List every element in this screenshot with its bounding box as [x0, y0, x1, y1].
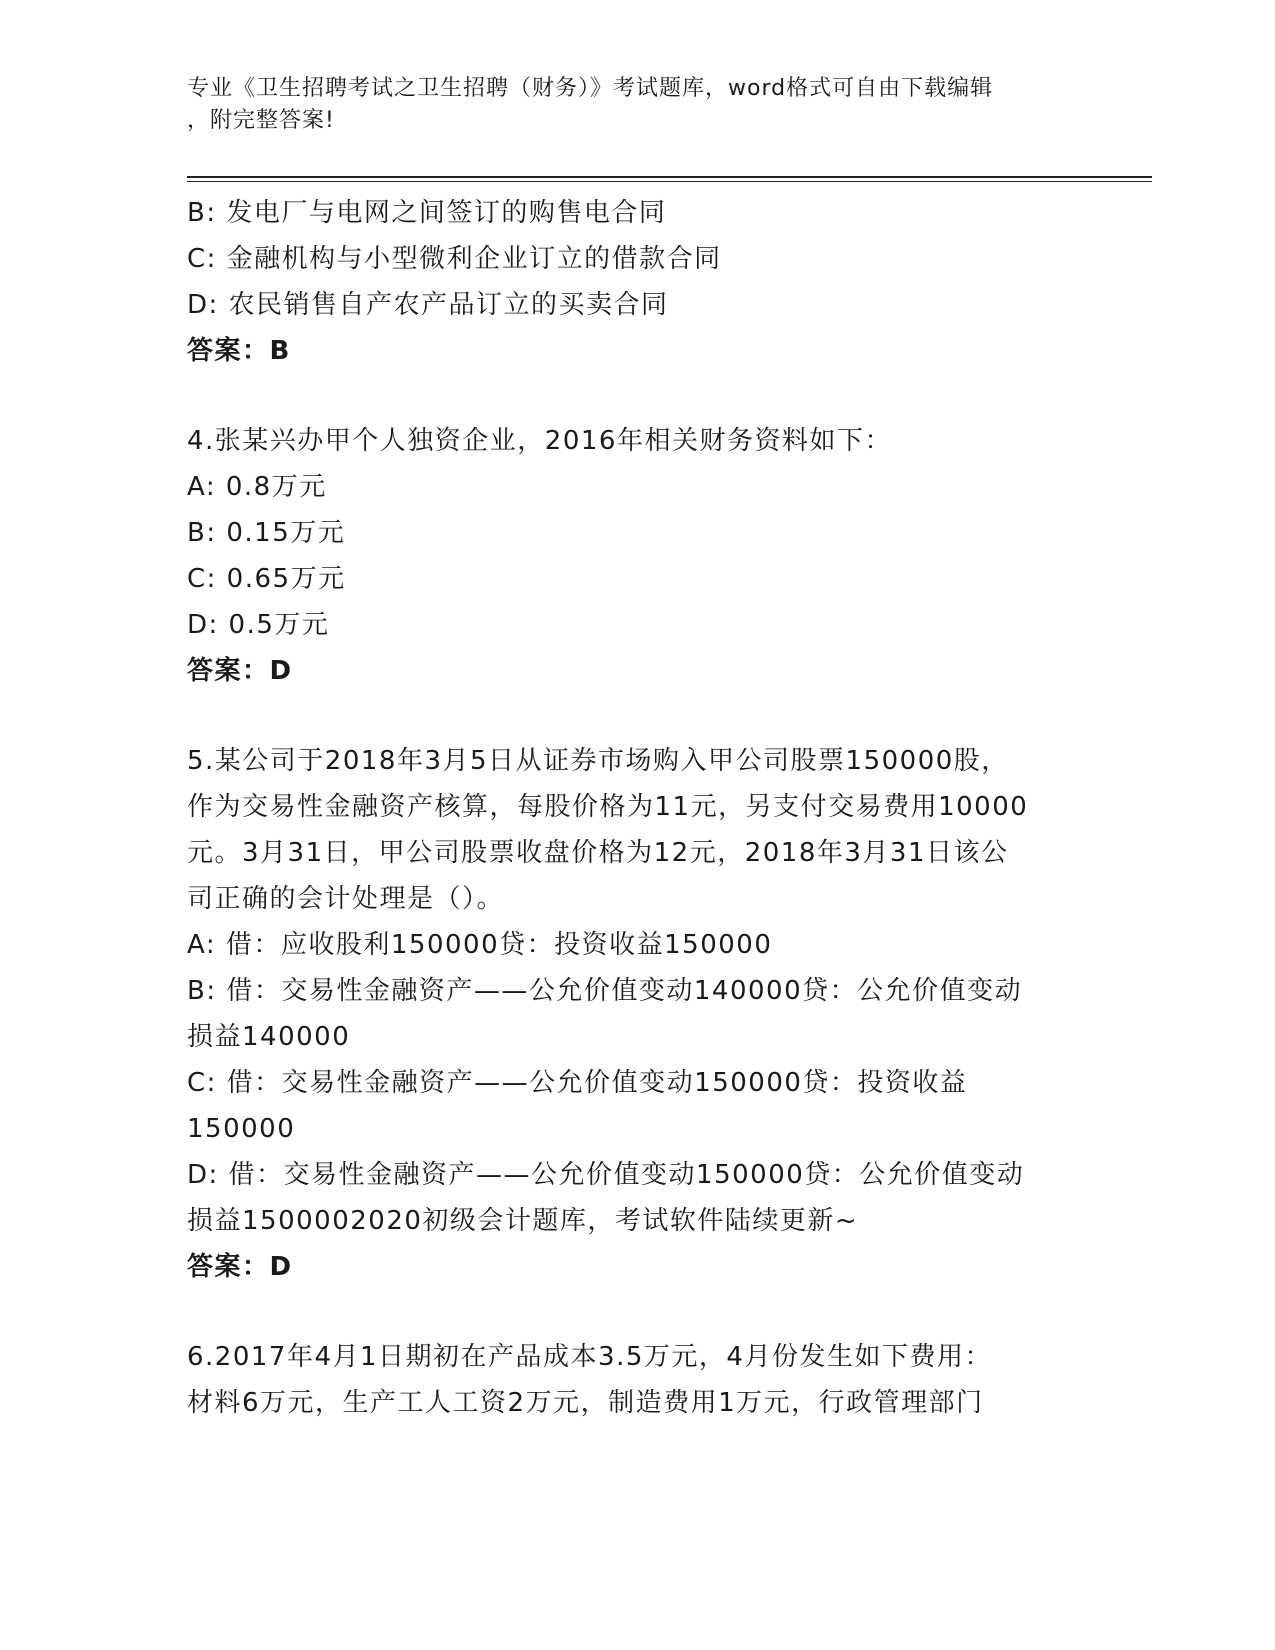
- header-line-1: 专业《卫生招聘考试之卫生招聘（财务）》考试题库，word格式可自由下载编辑: [187, 76, 994, 101]
- q5-stem-line-2: 作为交易性金融资产核算，每股价格为11元，另支付交易费用10000: [187, 792, 1029, 822]
- q4-option-c: C: 0.65万元: [187, 564, 346, 594]
- document-body: [187, 190, 1087, 1426]
- q5-stem-line-4: 司正确的会计处理是（）。: [187, 884, 505, 914]
- q3-option-d: D: 农民销售自产农产品订立的买卖合同: [187, 290, 669, 320]
- spacer: [187, 374, 1087, 418]
- q4-answer: 答案：D: [187, 656, 293, 686]
- q5-option-a: A: 借：应收股利150000贷：投资收益150000: [187, 930, 773, 960]
- header-rule-thick: [187, 176, 1152, 178]
- question-6-block: [187, 1334, 1087, 1426]
- q5-option-b-line-2: 损益140000: [187, 1022, 351, 1052]
- spacer: [187, 694, 1087, 738]
- spacer: [187, 1290, 1087, 1334]
- question-5-block: [187, 738, 1087, 1290]
- q5-option-b-line-1: B: 借：交易性金融资产——公允价值变动140000贷：公允价值变动: [187, 976, 1023, 1006]
- q5-option-d-line-1: D: 借：交易性金融资产——公允价值变动150000贷：公允价值变动: [187, 1160, 1025, 1190]
- q3-option-b: B: 发电厂与电网之间签订的购售电合同: [187, 198, 667, 228]
- q3-answer: 答案：B: [187, 336, 291, 366]
- q4-stem: 4.张某兴办甲个人独资企业，2016年相关财务资料如下：: [187, 426, 892, 456]
- q4-option-b: B: 0.15万元: [187, 518, 346, 548]
- q6-stem-line-2: 材料6万元，生产工人工资2万元，制造费用1万元，行政管理部门: [187, 1388, 984, 1418]
- q5-option-d-line-2: 损益1500002020初级会计题库，考试软件陆续更新~: [187, 1206, 859, 1236]
- q6-stem-line-1: 6.2017年4月1日期初在产品成本3.5万元，4月份发生如下费用：: [187, 1342, 992, 1372]
- document-header: [187, 73, 1067, 137]
- q4-option-d: D: 0.5万元: [187, 610, 330, 640]
- q5-answer: 答案：D: [187, 1252, 293, 1282]
- q3-option-c: C: 金融机构与小型微利企业订立的借款合同: [187, 244, 722, 274]
- header-line-2: ，附完整答案!: [187, 108, 335, 133]
- q5-option-c-line-1: C: 借：交易性金融资产——公允价值变动150000贷：投资收益: [187, 1068, 968, 1098]
- question-3-block: [187, 190, 1087, 374]
- header-rule-thin: [187, 181, 1152, 182]
- q5-option-c-line-2: 150000: [187, 1114, 296, 1144]
- question-4-block: [187, 418, 1087, 694]
- q4-option-a: A: 0.8万元: [187, 472, 327, 502]
- q5-stem-line-1: 5.某公司于2018年3月5日从证券市场购入甲公司股票150000股，: [187, 746, 1009, 776]
- q5-stem-line-3: 元。3月31日，甲公司股票收盘价格为12元，2018年3月31日该公: [187, 838, 1009, 868]
